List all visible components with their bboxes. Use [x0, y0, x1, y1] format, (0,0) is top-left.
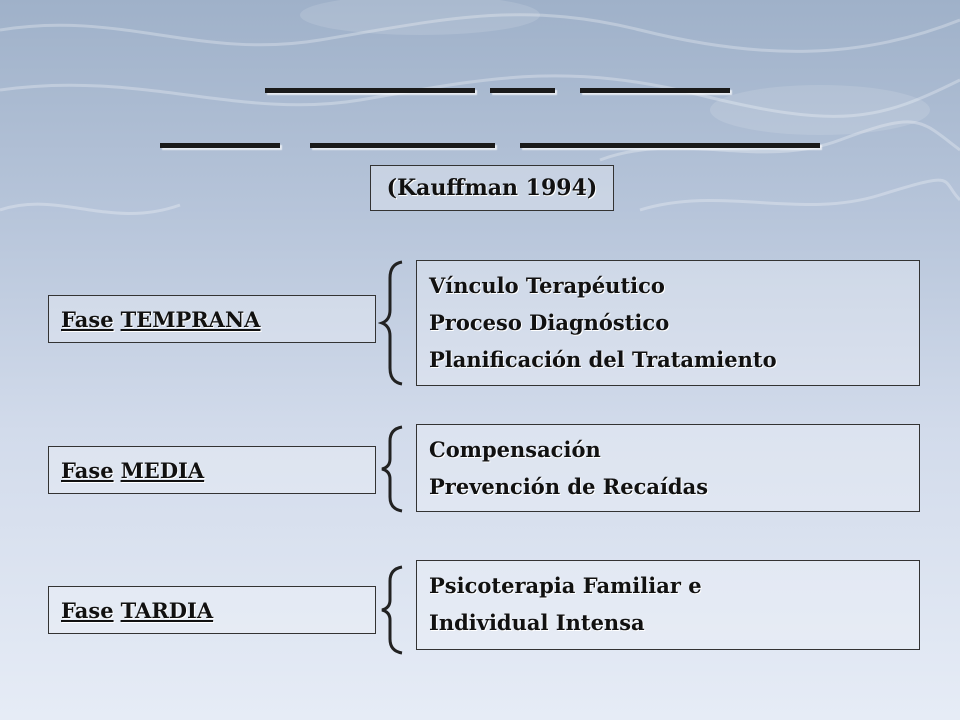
phase-word: Fase: [61, 597, 114, 623]
brace-icon: [378, 425, 408, 513]
phase-box-tardia: [48, 586, 376, 634]
title-line: [310, 143, 495, 148]
title-placeholder-lines: [0, 0, 960, 160]
phase-name: TARDIA: [120, 597, 214, 623]
list-item: Planificación del Tratamiento: [429, 347, 777, 372]
brace-icon: [378, 260, 408, 386]
brace-icon: [378, 565, 408, 655]
citation-box: [370, 165, 614, 211]
phase-word: Fase: [61, 457, 114, 483]
phase-word: Fase: [61, 306, 114, 332]
list-item: Vínculo Terapéutico: [429, 273, 665, 298]
list-item: Prevención de Recaídas: [429, 474, 709, 499]
phase-name: TEMPRANA: [120, 306, 261, 332]
title-line: [160, 143, 280, 148]
title-line: [520, 143, 820, 148]
list-item: Proceso Diagnóstico: [429, 310, 670, 335]
list-item: Compensación: [429, 437, 601, 462]
list-item: Psicoterapia Familiar e: [429, 573, 702, 598]
phase-box-media: [48, 446, 376, 494]
list-item: Individual Intensa: [429, 610, 645, 635]
citation-text: (Kauffman 1994): [386, 175, 598, 201]
title-line: [490, 88, 555, 93]
phase-name: MEDIA: [120, 457, 205, 483]
phase-items-tardia: [416, 560, 920, 650]
phase-box-temprana: [48, 295, 376, 343]
phase-items-temprana: [416, 260, 920, 386]
title-line: [580, 88, 730, 93]
title-line: [265, 88, 475, 93]
phase-items-media: [416, 424, 920, 512]
